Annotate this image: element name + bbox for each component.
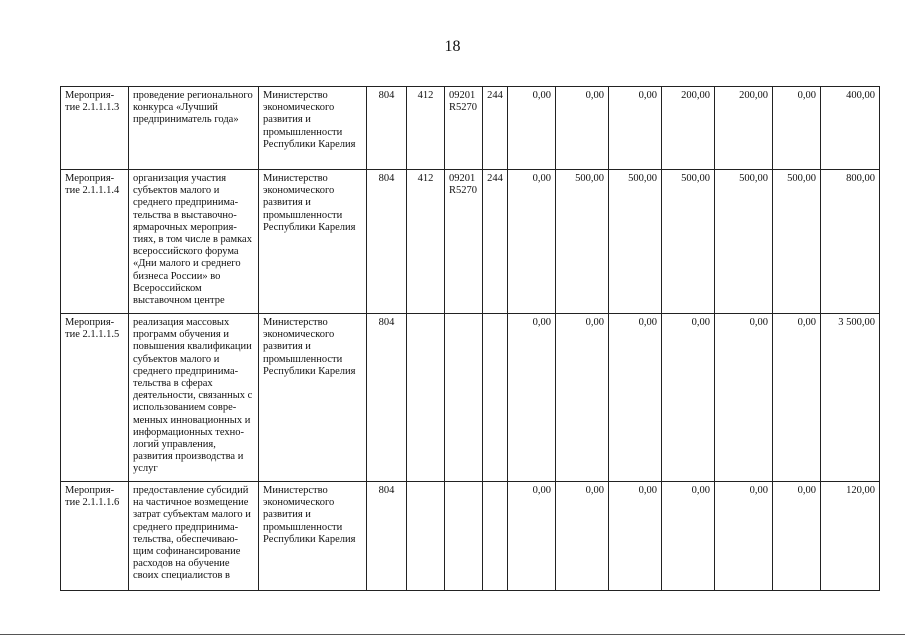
amount-cell: 0,00 [556,314,609,482]
amount-cell: 200,00 [715,87,773,170]
amount-cell: 0,00 [773,314,821,482]
amount-cell: 0,00 [662,482,715,591]
amount-cell: 0,00 [715,314,773,482]
grbs-code-cell: 804 [367,170,407,314]
csr-code-cell: 09201 R5270 [445,170,483,314]
amount-cell: 0,00 [609,87,662,170]
amount-cell: 0,00 [508,170,556,314]
description-cell: организация участия субъектов малого и среднего предпринима-тельства в выставочно-ярмарочных мероприя-тиях, в том числе в рамках всероссийского форума «Дни малого и среднего бизнеса России» во Всероссийском выставочном центре [129,170,259,314]
csr-code-cell: 09201 R5270 [445,87,483,170]
grbs-code-cell: 804 [367,87,407,170]
vr-code-cell: 244 [483,170,508,314]
description-cell: проведение регионального конкурса «Лучший предприниматель года» [129,87,259,170]
grbs-code-cell: 804 [367,314,407,482]
item-cell: Мероприя-тие 2.1.1.1.6 [61,482,129,591]
amount-cell: 0,00 [508,482,556,591]
vr-code-cell [483,314,508,482]
amount-cell: 500,00 [609,170,662,314]
amount-cell: 3 500,00 [821,314,880,482]
grbs-code-cell: 804 [367,482,407,591]
amount-cell: 0,00 [773,87,821,170]
csr-code-cell [445,482,483,591]
amount-cell: 120,00 [821,482,880,591]
table-row [61,87,880,170]
amount-cell: 500,00 [662,170,715,314]
amount-cell: 0,00 [508,314,556,482]
rzpr-code-cell: 412 [407,87,445,170]
amount-cell: 200,00 [662,87,715,170]
rzpr-code-cell: 412 [407,170,445,314]
executor-cell: Министерство экономического развития и промышленности Республики Карелия [259,314,367,482]
item-cell: Мероприя-тие 2.1.1.1.3 [61,87,129,170]
item-cell: Мероприя-тие 2.1.1.1.5 [61,314,129,482]
amount-cell: 0,00 [508,87,556,170]
item-cell: Мероприя-тие 2.1.1.1.4 [61,170,129,314]
amount-cell: 0,00 [773,482,821,591]
table-row [61,482,880,591]
page-number: 18 [444,38,461,55]
csr-code-cell [445,314,483,482]
vr-code-cell [483,482,508,591]
rzpr-code-cell [407,314,445,482]
table-row [61,314,880,482]
budget-table [60,86,880,591]
amount-cell: 0,00 [609,314,662,482]
page-edge-line [0,634,905,635]
amount-cell: 500,00 [773,170,821,314]
description-cell: реализация массовых программ обучения и повышения квалификации субъектов малого и среднего предпринима-тельства в сферах деятельности, связанных с использованием совре-менных инновационных и информационных техно-логий управления, развития производства и услуг [129,314,259,482]
executor-cell: Министерство экономического развития и промышленности Республики Карелия [259,170,367,314]
amount-cell: 0,00 [662,314,715,482]
amount-cell: 500,00 [715,170,773,314]
amount-cell: 0,00 [556,482,609,591]
executor-cell: Министерство экономического развития и промышленности Республики Карелия [259,87,367,170]
amount-cell: 500,00 [556,170,609,314]
amount-cell: 400,00 [821,87,880,170]
vr-code-cell: 244 [483,87,508,170]
executor-cell: Министерство экономического развития и промышленности Республики Карелия [259,482,367,591]
amount-cell: 0,00 [609,482,662,591]
description-cell: предоставление субсидий на частичное возмещение затрат субъектам малого и среднего предпринима-тельства, обеспечиваю-щим софинансирование расходов на обучение своих специалистов в [129,482,259,591]
amount-cell: 0,00 [556,87,609,170]
amount-cell: 800,00 [821,170,880,314]
table-row [61,170,880,314]
rzpr-code-cell [407,482,445,591]
amount-cell: 0,00 [715,482,773,591]
